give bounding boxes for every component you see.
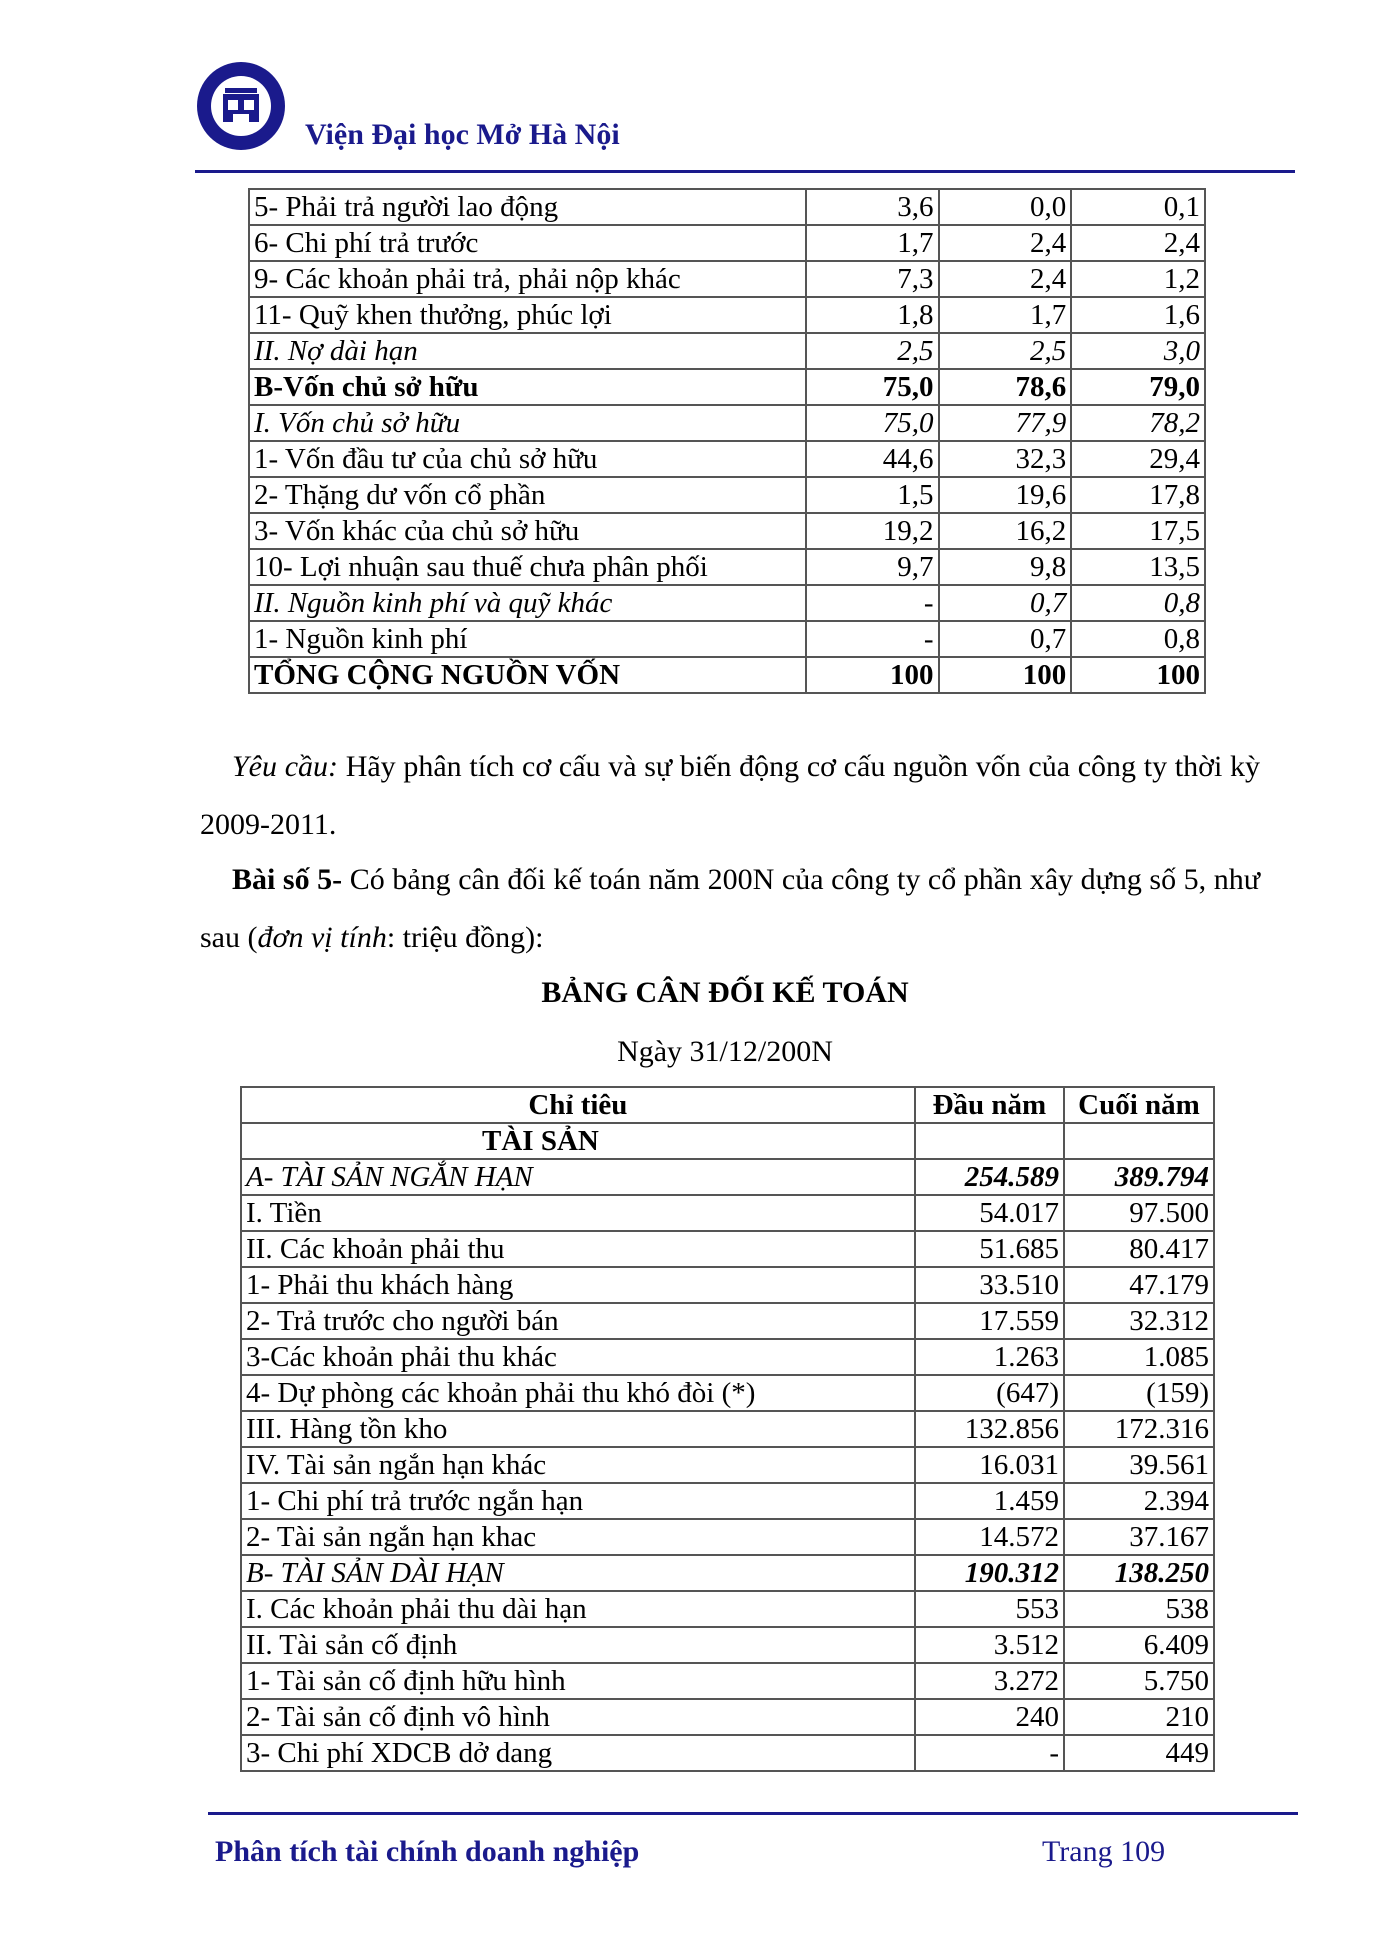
exercise-paragraph xyxy=(200,851,1260,967)
table-row xyxy=(241,1303,1214,1339)
row-value: 14.572 xyxy=(915,1519,1064,1555)
row-label: II. Tài sản cố định xyxy=(241,1627,915,1663)
row-label: B-Vốn chủ sở hữu xyxy=(249,369,806,405)
balance-sheet-title: BẢNG CÂN ĐỐI KẾ TOÁN xyxy=(541,976,909,1009)
row-value: 39.561 xyxy=(1064,1447,1214,1483)
row-label: 11- Quỹ khen thưởng, phúc lợi xyxy=(249,297,806,333)
row-value: - xyxy=(915,1735,1064,1771)
exercise-text-b: : triệu đồng): xyxy=(386,921,544,954)
row-label: A- TÀI SẢN NGẮN HẠN xyxy=(241,1159,915,1195)
table-row xyxy=(241,1519,1214,1555)
row-label: 2- Trả trước cho người bán xyxy=(241,1303,915,1339)
row-value: 77,9 xyxy=(939,405,1072,441)
row-label: 3- Vốn khác của chủ sở hữu xyxy=(249,513,806,549)
table-row xyxy=(249,621,1205,657)
table-row xyxy=(249,297,1205,333)
row-value: 2,4 xyxy=(939,225,1072,261)
table-row xyxy=(241,1483,1214,1519)
row-value: 0,0 xyxy=(939,189,1072,225)
row-value: 1.085 xyxy=(1064,1339,1214,1375)
row-value: 75,0 xyxy=(806,369,939,405)
page-number: Trang 109 xyxy=(1042,1835,1166,1868)
row-value: 13,5 xyxy=(1071,549,1205,585)
row-label: I. Tiền xyxy=(241,1195,915,1231)
exercise-label: Bài số 5- xyxy=(232,863,343,896)
row-label: 2- Tài sản ngắn hạn khac xyxy=(241,1519,915,1555)
row-value: 19,2 xyxy=(806,513,939,549)
row-value: (647) xyxy=(915,1375,1064,1411)
row-value: 0,8 xyxy=(1071,585,1205,621)
table-row xyxy=(249,261,1205,297)
requirement-paragraph xyxy=(200,738,1260,854)
row-value: 17.559 xyxy=(915,1303,1064,1339)
table-row xyxy=(249,333,1205,369)
header-divider xyxy=(195,170,1295,173)
row-value: 97.500 xyxy=(1064,1195,1214,1231)
section-row xyxy=(241,1123,1214,1159)
row-value: 80.417 xyxy=(1064,1231,1214,1267)
exercise-text-a: Có bảng cân đối kế toán năm 200N của công ty cổ phần xây dựng số 5, như sau ( xyxy=(200,863,1261,954)
section-label: TÀI SẢN xyxy=(241,1123,915,1159)
row-value: 16,2 xyxy=(939,513,1072,549)
row-value: 47.179 xyxy=(1064,1267,1214,1303)
row-value: 37.167 xyxy=(1064,1519,1214,1555)
row-value: 1,5 xyxy=(806,477,939,513)
row-value: 51.685 xyxy=(915,1231,1064,1267)
row-value: 54.017 xyxy=(915,1195,1064,1231)
table-row xyxy=(241,1735,1214,1771)
header-title: Viện Đại học Mở Hà Nội xyxy=(305,118,620,151)
row-value: 553 xyxy=(915,1591,1064,1627)
row-value: 100 xyxy=(806,657,939,693)
row-label: 4- Dự phòng các khoản phải thu khó đòi (*) xyxy=(241,1375,915,1411)
row-label: 6- Chi phí trả trước xyxy=(249,225,806,261)
row-value: 254.589 xyxy=(915,1159,1064,1195)
row-value: 5.750 xyxy=(1064,1663,1214,1699)
unit-label: đơn vị tính xyxy=(257,921,387,954)
row-label: 2- Tài sản cố định vô hình xyxy=(241,1699,915,1735)
row-value: 32,3 xyxy=(939,441,1072,477)
table-row xyxy=(249,477,1205,513)
table-row xyxy=(241,1195,1214,1231)
university-logo-icon xyxy=(195,60,287,152)
row-value: 32.312 xyxy=(1064,1303,1214,1339)
header-indicator: Chỉ tiêu xyxy=(241,1087,915,1123)
table-row xyxy=(249,225,1205,261)
page-header xyxy=(195,52,1295,172)
row-value: 132.856 xyxy=(915,1411,1064,1447)
row-label: I. Các khoản phải thu dài hạn xyxy=(241,1591,915,1627)
row-value: 172.316 xyxy=(1064,1411,1214,1447)
row-value: 240 xyxy=(915,1699,1064,1735)
row-value: 2.394 xyxy=(1064,1483,1214,1519)
table-row xyxy=(241,1591,1214,1627)
row-value: 0,7 xyxy=(939,585,1072,621)
capital-structure-table xyxy=(248,188,1206,694)
row-value: 210 xyxy=(1064,1699,1214,1735)
row-value: 9,7 xyxy=(806,549,939,585)
row-value: 75,0 xyxy=(806,405,939,441)
table-row xyxy=(249,549,1205,585)
row-value: 138.250 xyxy=(1064,1555,1214,1591)
row-value: 1,2 xyxy=(1071,261,1205,297)
row-value: 29,4 xyxy=(1071,441,1205,477)
row-value: - xyxy=(806,585,939,621)
table-row xyxy=(241,1411,1214,1447)
row-value: 17,8 xyxy=(1071,477,1205,513)
table-row xyxy=(241,1231,1214,1267)
row-value: 1,6 xyxy=(1071,297,1205,333)
row-value: 2,4 xyxy=(1071,225,1205,261)
table-row xyxy=(241,1555,1214,1591)
row-value: (159) xyxy=(1064,1375,1214,1411)
table-row xyxy=(249,513,1205,549)
table-row xyxy=(241,1663,1214,1699)
requirement-label: Yêu cầu: xyxy=(232,750,338,783)
row-value: 449 xyxy=(1064,1735,1214,1771)
row-value: - xyxy=(806,621,939,657)
row-value: 0,7 xyxy=(939,621,1072,657)
row-label: II. Nợ dài hạn xyxy=(249,333,806,369)
row-value: 9,8 xyxy=(939,549,1072,585)
row-value: 1,8 xyxy=(806,297,939,333)
row-value: 538 xyxy=(1064,1591,1214,1627)
table-row xyxy=(241,1159,1214,1195)
row-value: 78,2 xyxy=(1071,405,1205,441)
row-label: 1- Nguồn kinh phí xyxy=(249,621,806,657)
row-value: 16.031 xyxy=(915,1447,1064,1483)
row-label: 2- Thặng dư vốn cổ phần xyxy=(249,477,806,513)
row-label: I. Vốn chủ sở hữu xyxy=(249,405,806,441)
row-label: IV. Tài sản ngắn hạn khác xyxy=(241,1447,915,1483)
table-row xyxy=(241,1339,1214,1375)
row-label: 1- Vốn đầu tư của chủ sở hữu xyxy=(249,441,806,477)
row-value: 2,5 xyxy=(939,333,1072,369)
row-value: 100 xyxy=(1071,657,1205,693)
footer-divider xyxy=(208,1812,1298,1815)
row-label: 1- Phải thu khách hàng xyxy=(241,1267,915,1303)
row-label: 3- Chi phí XDCB dở dang xyxy=(241,1735,915,1771)
row-label: B- TÀI SẢN DÀI HẠN xyxy=(241,1555,915,1591)
row-value: 7,3 xyxy=(806,261,939,297)
row-value: 0,1 xyxy=(1071,189,1205,225)
table-row xyxy=(241,1447,1214,1483)
table-row xyxy=(249,657,1205,693)
table-row xyxy=(241,1375,1214,1411)
balance-sheet-table xyxy=(240,1086,1215,1772)
row-value: 78,6 xyxy=(939,369,1072,405)
balance-sheet-date: Ngày 31/12/200N xyxy=(617,1035,833,1068)
row-value: 79,0 xyxy=(1071,369,1205,405)
row-value: 17,5 xyxy=(1071,513,1205,549)
row-value: 1.459 xyxy=(915,1483,1064,1519)
table-row xyxy=(241,1627,1214,1663)
row-label: II. Các khoản phải thu xyxy=(241,1231,915,1267)
row-value: 3.512 xyxy=(915,1627,1064,1663)
row-label: TỔNG CỘNG NGUỒN VỐN xyxy=(249,657,806,693)
row-value: 44,6 xyxy=(806,441,939,477)
row-label: 9- Các khoản phải trả, phải nộp khác xyxy=(249,261,806,297)
table-row xyxy=(241,1267,1214,1303)
table-row xyxy=(249,585,1205,621)
table-row xyxy=(249,369,1205,405)
header-start: Đầu năm xyxy=(915,1087,1064,1123)
row-value: 3.272 xyxy=(915,1663,1064,1699)
row-value: 190.312 xyxy=(915,1555,1064,1591)
row-value: 3,6 xyxy=(806,189,939,225)
table-row xyxy=(249,189,1205,225)
row-value: 33.510 xyxy=(915,1267,1064,1303)
row-value: 1.263 xyxy=(915,1339,1064,1375)
row-label: II. Nguồn kinh phí và quỹ khác xyxy=(249,585,806,621)
row-value: 1,7 xyxy=(939,297,1072,333)
row-label: 5- Phải trả người lao động xyxy=(249,189,806,225)
row-label: 3-Các khoản phải thu khác xyxy=(241,1339,915,1375)
row-value: 0,8 xyxy=(1071,621,1205,657)
row-value: 6.409 xyxy=(1064,1627,1214,1663)
table-row xyxy=(241,1699,1214,1735)
row-label: 10- Lợi nhuận sau thuế chưa phân phối xyxy=(249,549,806,585)
row-value: 2,4 xyxy=(939,261,1072,297)
footer-title: Phân tích tài chính doanh nghiệp xyxy=(215,1835,640,1868)
row-value: 389.794 xyxy=(1064,1159,1214,1195)
row-value: 3,0 xyxy=(1071,333,1205,369)
header-end: Cuối năm xyxy=(1064,1087,1214,1123)
table-row xyxy=(249,441,1205,477)
table-header-row xyxy=(241,1087,1214,1123)
row-value: 19,6 xyxy=(939,477,1072,513)
row-value: 2,5 xyxy=(806,333,939,369)
row-label: III. Hàng tồn kho xyxy=(241,1411,915,1447)
row-label: 1- Chi phí trả trước ngắn hạn xyxy=(241,1483,915,1519)
row-value: 100 xyxy=(939,657,1072,693)
row-value: 1,7 xyxy=(806,225,939,261)
requirement-text: Hãy phân tích cơ cấu và sự biến động cơ cấu nguồn vốn của công ty thời kỳ 2009-2011. xyxy=(200,750,1260,841)
row-label: 1- Tài sản cố định hữu hình xyxy=(241,1663,915,1699)
table-row xyxy=(249,405,1205,441)
